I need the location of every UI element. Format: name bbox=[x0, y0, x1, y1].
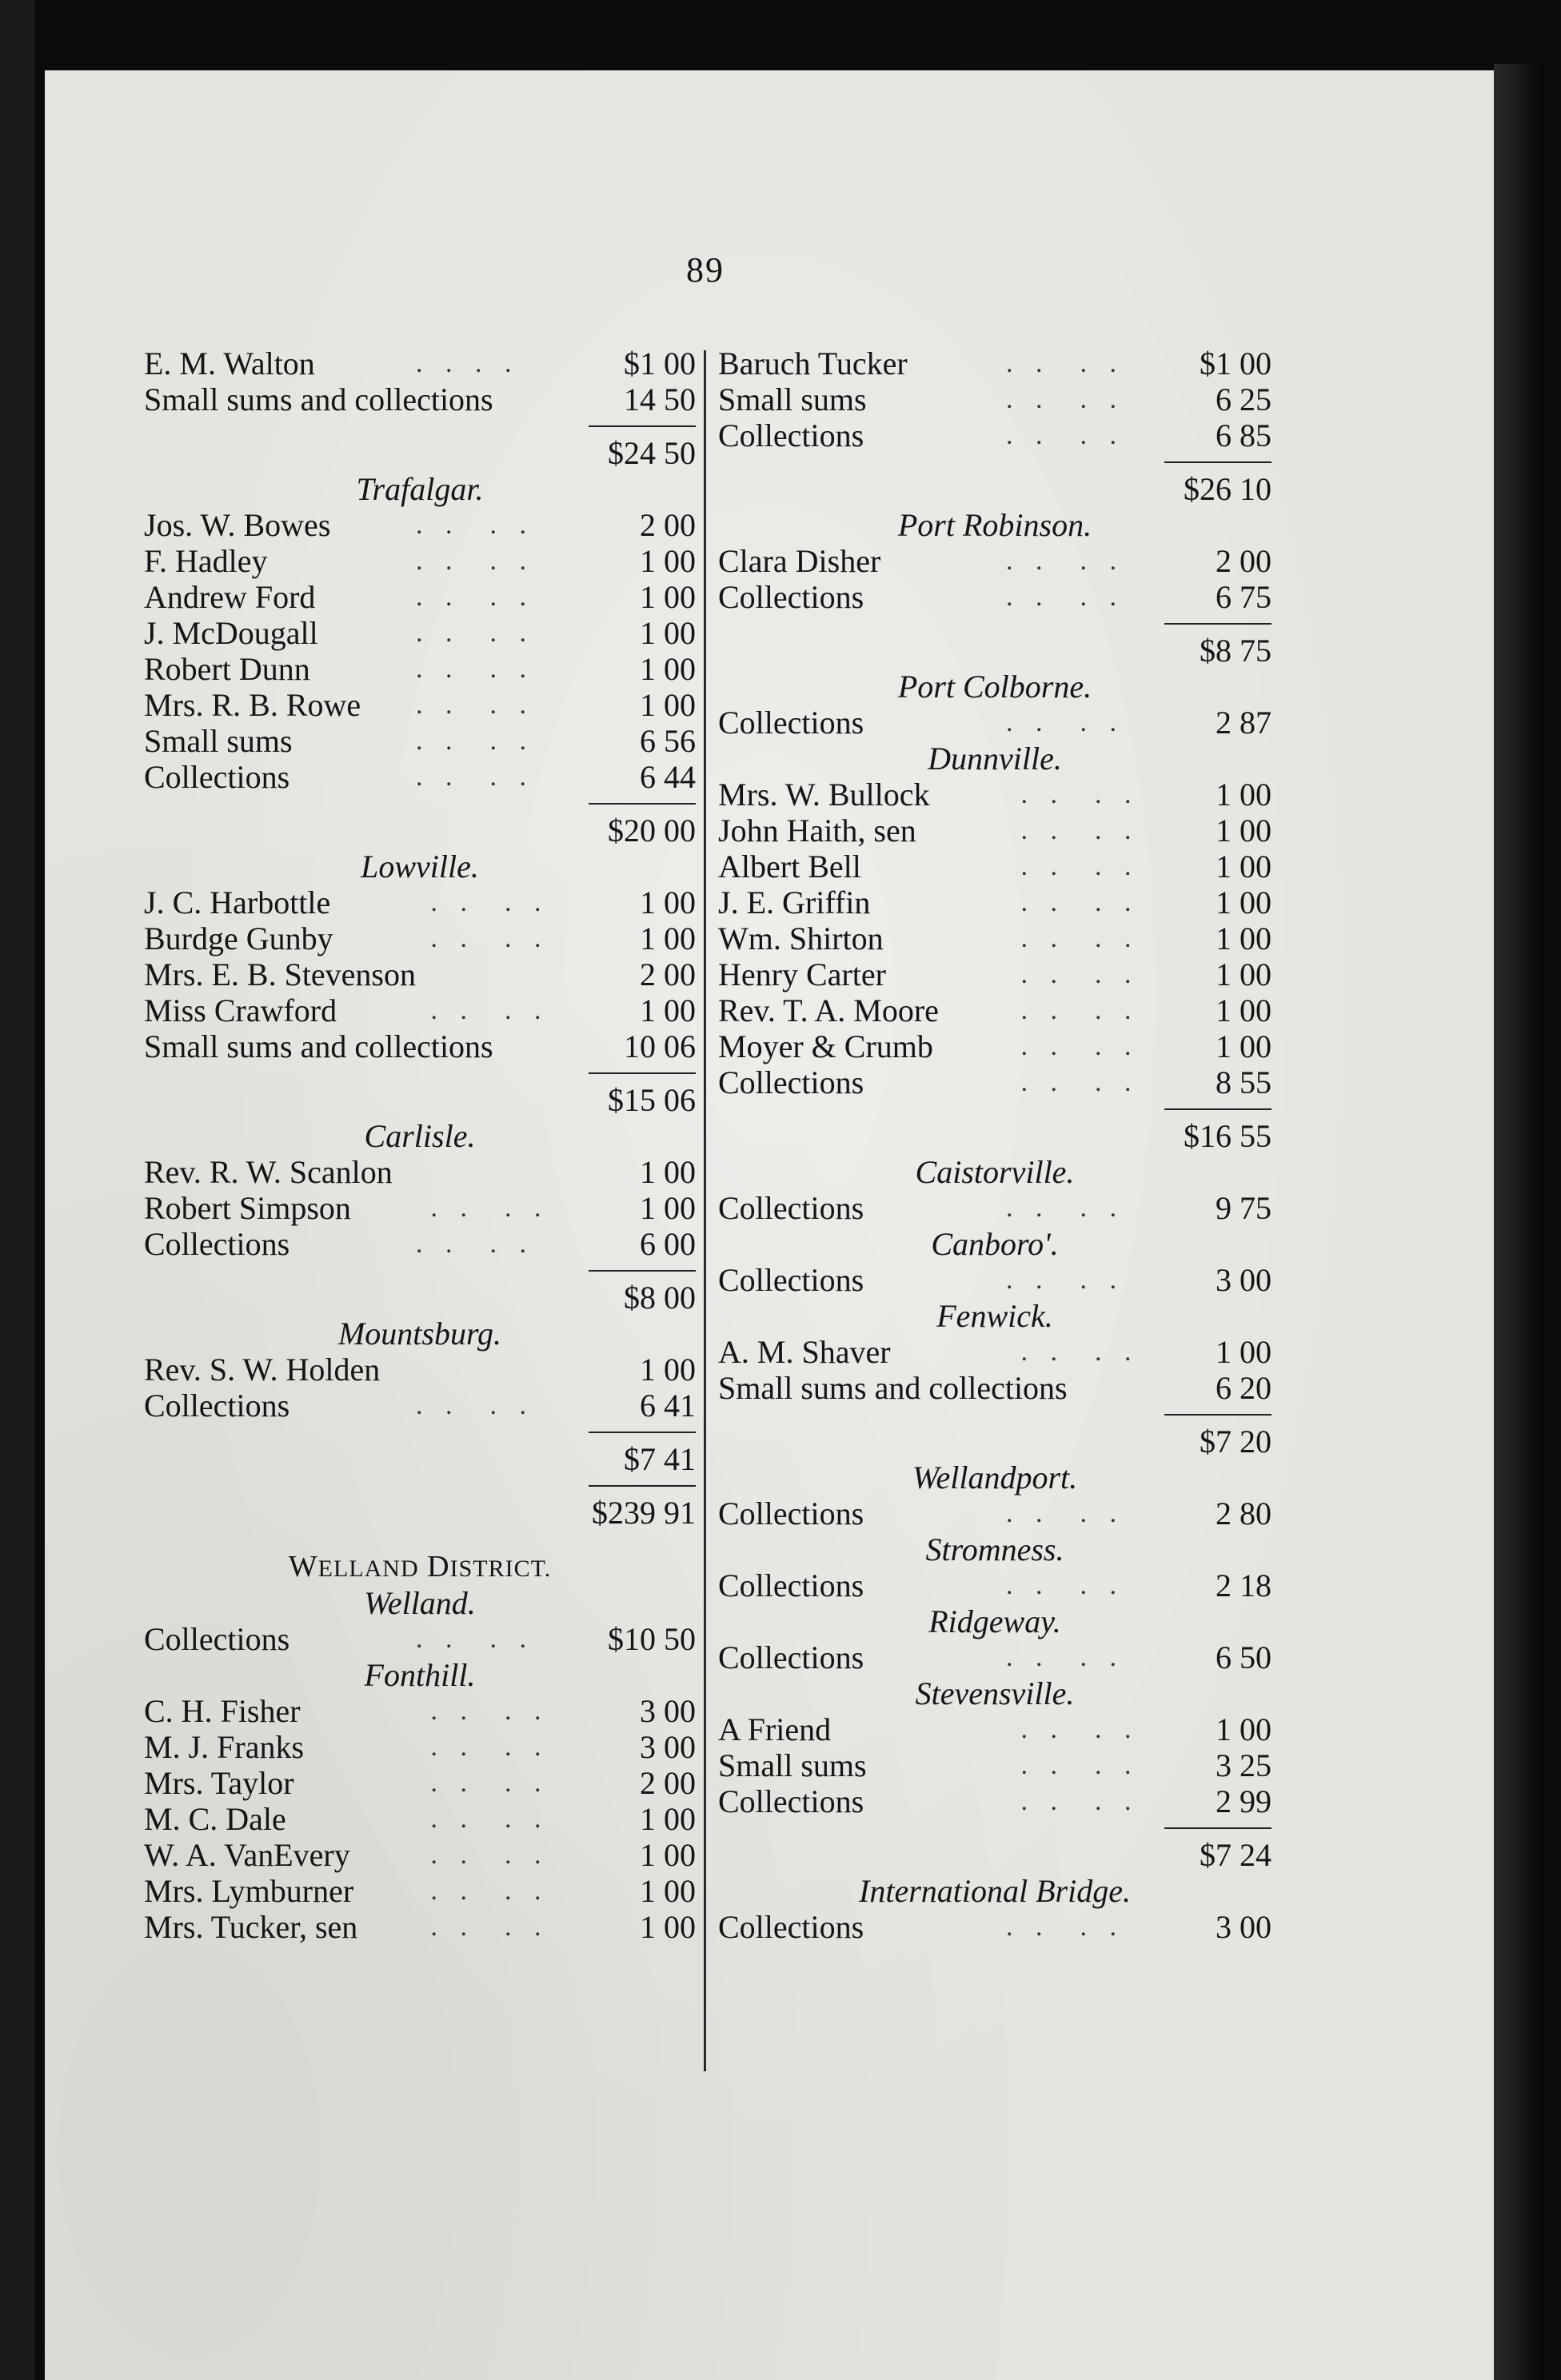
list-item: Andrew Ford . . . . 1 00 bbox=[144, 579, 696, 615]
page-number: 89 bbox=[686, 250, 725, 290]
rule bbox=[144, 1477, 696, 1495]
rule bbox=[144, 1064, 696, 1082]
list-item: Miss Crawford . . . . 1 00 bbox=[144, 992, 696, 1028]
section-heading-port-colborne: Port Colborne. bbox=[897, 669, 1092, 705]
grand-total: $239 91 bbox=[592, 1495, 696, 1531]
list-item: Rev. R. W. Scanlon 1 00 bbox=[144, 1154, 696, 1190]
section-heading-mountsburg: Mountsburg. bbox=[337, 1316, 502, 1352]
list-item: Collections . . . . 2 80 bbox=[718, 1495, 1272, 1531]
district-heading: WELLAND DISTRICT. bbox=[288, 1550, 552, 1583]
list-item: Mrs. Tucker, sen . . . . 1 00 bbox=[144, 1909, 696, 1945]
list-item: Jos. W. Bowes . . . . 2 00 bbox=[144, 507, 696, 543]
section-heading-ridgeway: Ridgeway. bbox=[928, 1603, 1061, 1639]
list-item: Robert Dunn . . . . 1 00 bbox=[144, 651, 696, 687]
list-item: J. E. Griffin . . . . 1 00 bbox=[718, 885, 1272, 920]
section-heading-stevensville: Stevensville. bbox=[915, 1675, 1075, 1711]
list-item: Collections . . . . 2 87 bbox=[718, 705, 1272, 741]
right-column bbox=[718, 345, 1272, 1945]
section-heading-international-bridge: International Bridge. bbox=[859, 1873, 1131, 1909]
list-item: Collections . . . . 6 50 bbox=[718, 1639, 1272, 1675]
list-item: E. M. Walton . . . . $1 00 bbox=[144, 345, 696, 381]
list-item: A. M. Shaver . . . . 1 00 bbox=[718, 1334, 1272, 1370]
section-heading-wellandport: Wellandport. bbox=[912, 1460, 1078, 1495]
list-item: Baruch Tucker . . . . $1 00 bbox=[718, 345, 1272, 381]
list-item: Collections . . . . 6 41 bbox=[144, 1388, 696, 1424]
list-item: Small sums . . . . 3 25 bbox=[718, 1747, 1272, 1783]
list-item: Collections . . . . 6 44 bbox=[144, 759, 696, 795]
subtotal: $8 00 bbox=[624, 1280, 696, 1316]
section-heading-trafalgar: Trafalgar. bbox=[356, 471, 484, 507]
list-item: Wm. Shirton . . . . 1 00 bbox=[718, 920, 1272, 956]
list-item: Mrs. Lymburner . . . . 1 00 bbox=[144, 1873, 696, 1909]
list-item: M. J. Franks . . . . 3 00 bbox=[144, 1729, 696, 1765]
book-spine-edge bbox=[1494, 64, 1543, 2380]
list-item: Clara Disher . . . . 2 00 bbox=[718, 543, 1272, 579]
list-item: Collections . . . . 6 75 bbox=[718, 579, 1272, 615]
list-item: Mrs. Taylor . . . . 2 00 bbox=[144, 1765, 696, 1801]
list-item: Burdge Gunby . . . . 1 00 bbox=[144, 920, 696, 956]
list-item: J. McDougall . . . . 1 00 bbox=[144, 615, 696, 651]
rule bbox=[718, 453, 1272, 471]
list-item: Small sums and collections 14 50 bbox=[144, 381, 696, 417]
subtotal: $7 20 bbox=[1200, 1424, 1272, 1460]
list-item: Moyer & Crumb . . . . 1 00 bbox=[718, 1028, 1272, 1064]
rule bbox=[144, 1262, 696, 1280]
list-item: Collections . . . . 6 00 bbox=[144, 1226, 696, 1262]
list-item: John Haith, sen . . . . 1 00 bbox=[718, 813, 1272, 849]
list-item: Robert Simpson . . . . 1 00 bbox=[144, 1190, 696, 1226]
list-item: Mrs. W. Bullock . . . . 1 00 bbox=[718, 777, 1272, 813]
rule bbox=[718, 615, 1272, 633]
list-item: Rev. S. W. Holden 1 00 bbox=[144, 1352, 696, 1388]
list-item: Collections . . . . $10 50 bbox=[144, 1621, 696, 1657]
rule bbox=[144, 417, 696, 435]
adjacent-page-edge bbox=[0, 0, 35, 2380]
list-item: Collections . . . . 6 85 bbox=[718, 417, 1272, 453]
subtotal: $7 24 bbox=[1200, 1837, 1272, 1873]
list-item: Albert Bell . . . . 1 00 bbox=[718, 849, 1272, 885]
subtotal: $24 50 bbox=[608, 435, 696, 471]
rule bbox=[718, 1406, 1272, 1424]
section-heading-stromness: Stromness. bbox=[925, 1531, 1064, 1567]
section-heading-fenwick: Fenwick. bbox=[936, 1298, 1053, 1334]
list-item: Henry Carter . . . . 1 00 bbox=[718, 956, 1272, 992]
section-heading-welland: Welland. bbox=[364, 1585, 476, 1621]
list-item: Collections . . . . 8 55 bbox=[718, 1064, 1272, 1100]
subtotal: $15 06 bbox=[608, 1082, 696, 1118]
list-item: Small sums and collections 10 06 bbox=[144, 1028, 696, 1064]
section-heading-dunnville: Dunnville. bbox=[928, 741, 1062, 777]
rule bbox=[718, 1100, 1272, 1118]
rule bbox=[718, 1819, 1272, 1837]
section-heading-caistorville: Caistorville. bbox=[915, 1154, 1075, 1190]
section-heading-lowville: Lowville. bbox=[361, 849, 479, 885]
section-heading-port-robinson: Port Robinson. bbox=[897, 507, 1092, 543]
rule bbox=[144, 1424, 696, 1441]
list-item: F. Hadley . . . . 1 00 bbox=[144, 543, 696, 579]
list-item: Mrs. R. B. Rowe . . . . 1 00 bbox=[144, 687, 696, 723]
list-item: Small sums . . . . 6 56 bbox=[144, 723, 696, 759]
left-column bbox=[144, 345, 696, 1945]
rule bbox=[144, 795, 696, 813]
list-item: Small sums . . . . 6 25 bbox=[718, 381, 1272, 417]
subtotal: $20 00 bbox=[608, 813, 696, 849]
list-item: Collections . . . . 2 18 bbox=[718, 1567, 1272, 1603]
list-item: Small sums and collections 6 20 bbox=[718, 1370, 1272, 1406]
list-item: M. C. Dale . . . . 1 00 bbox=[144, 1801, 696, 1837]
list-item: Rev. T. A. Moore . . . . 1 00 bbox=[718, 992, 1272, 1028]
section-heading-carlisle: Carlisle. bbox=[364, 1118, 476, 1154]
section-heading-canboro: Canboro'. bbox=[931, 1226, 1059, 1262]
list-item: Collections . . . . 2 99 bbox=[718, 1783, 1272, 1819]
list-item: Collections . . . . 3 00 bbox=[718, 1262, 1272, 1298]
list-item: J. C. Harbottle . . . . 1 00 bbox=[144, 885, 696, 920]
subtotal: $8 75 bbox=[1200, 633, 1272, 669]
column-divider bbox=[704, 350, 706, 2071]
section-heading-fonthill: Fonthill. bbox=[364, 1657, 476, 1693]
list-item: W. A. VanEvery . . . . 1 00 bbox=[144, 1837, 696, 1873]
list-item: C. H. Fisher . . . . 3 00 bbox=[144, 1693, 696, 1729]
list-item: Collections . . . . 3 00 bbox=[718, 1909, 1272, 1945]
list-item: A Friend . . . . 1 00 bbox=[718, 1711, 1272, 1747]
subtotal: $7 41 bbox=[624, 1441, 696, 1477]
list-item: Collections . . . . 9 75 bbox=[718, 1190, 1272, 1226]
subtotal: $16 55 bbox=[1184, 1118, 1272, 1154]
subtotal: $26 10 bbox=[1184, 471, 1272, 507]
list-item: Mrs. E. B. Stevenson 2 00 bbox=[144, 956, 696, 992]
